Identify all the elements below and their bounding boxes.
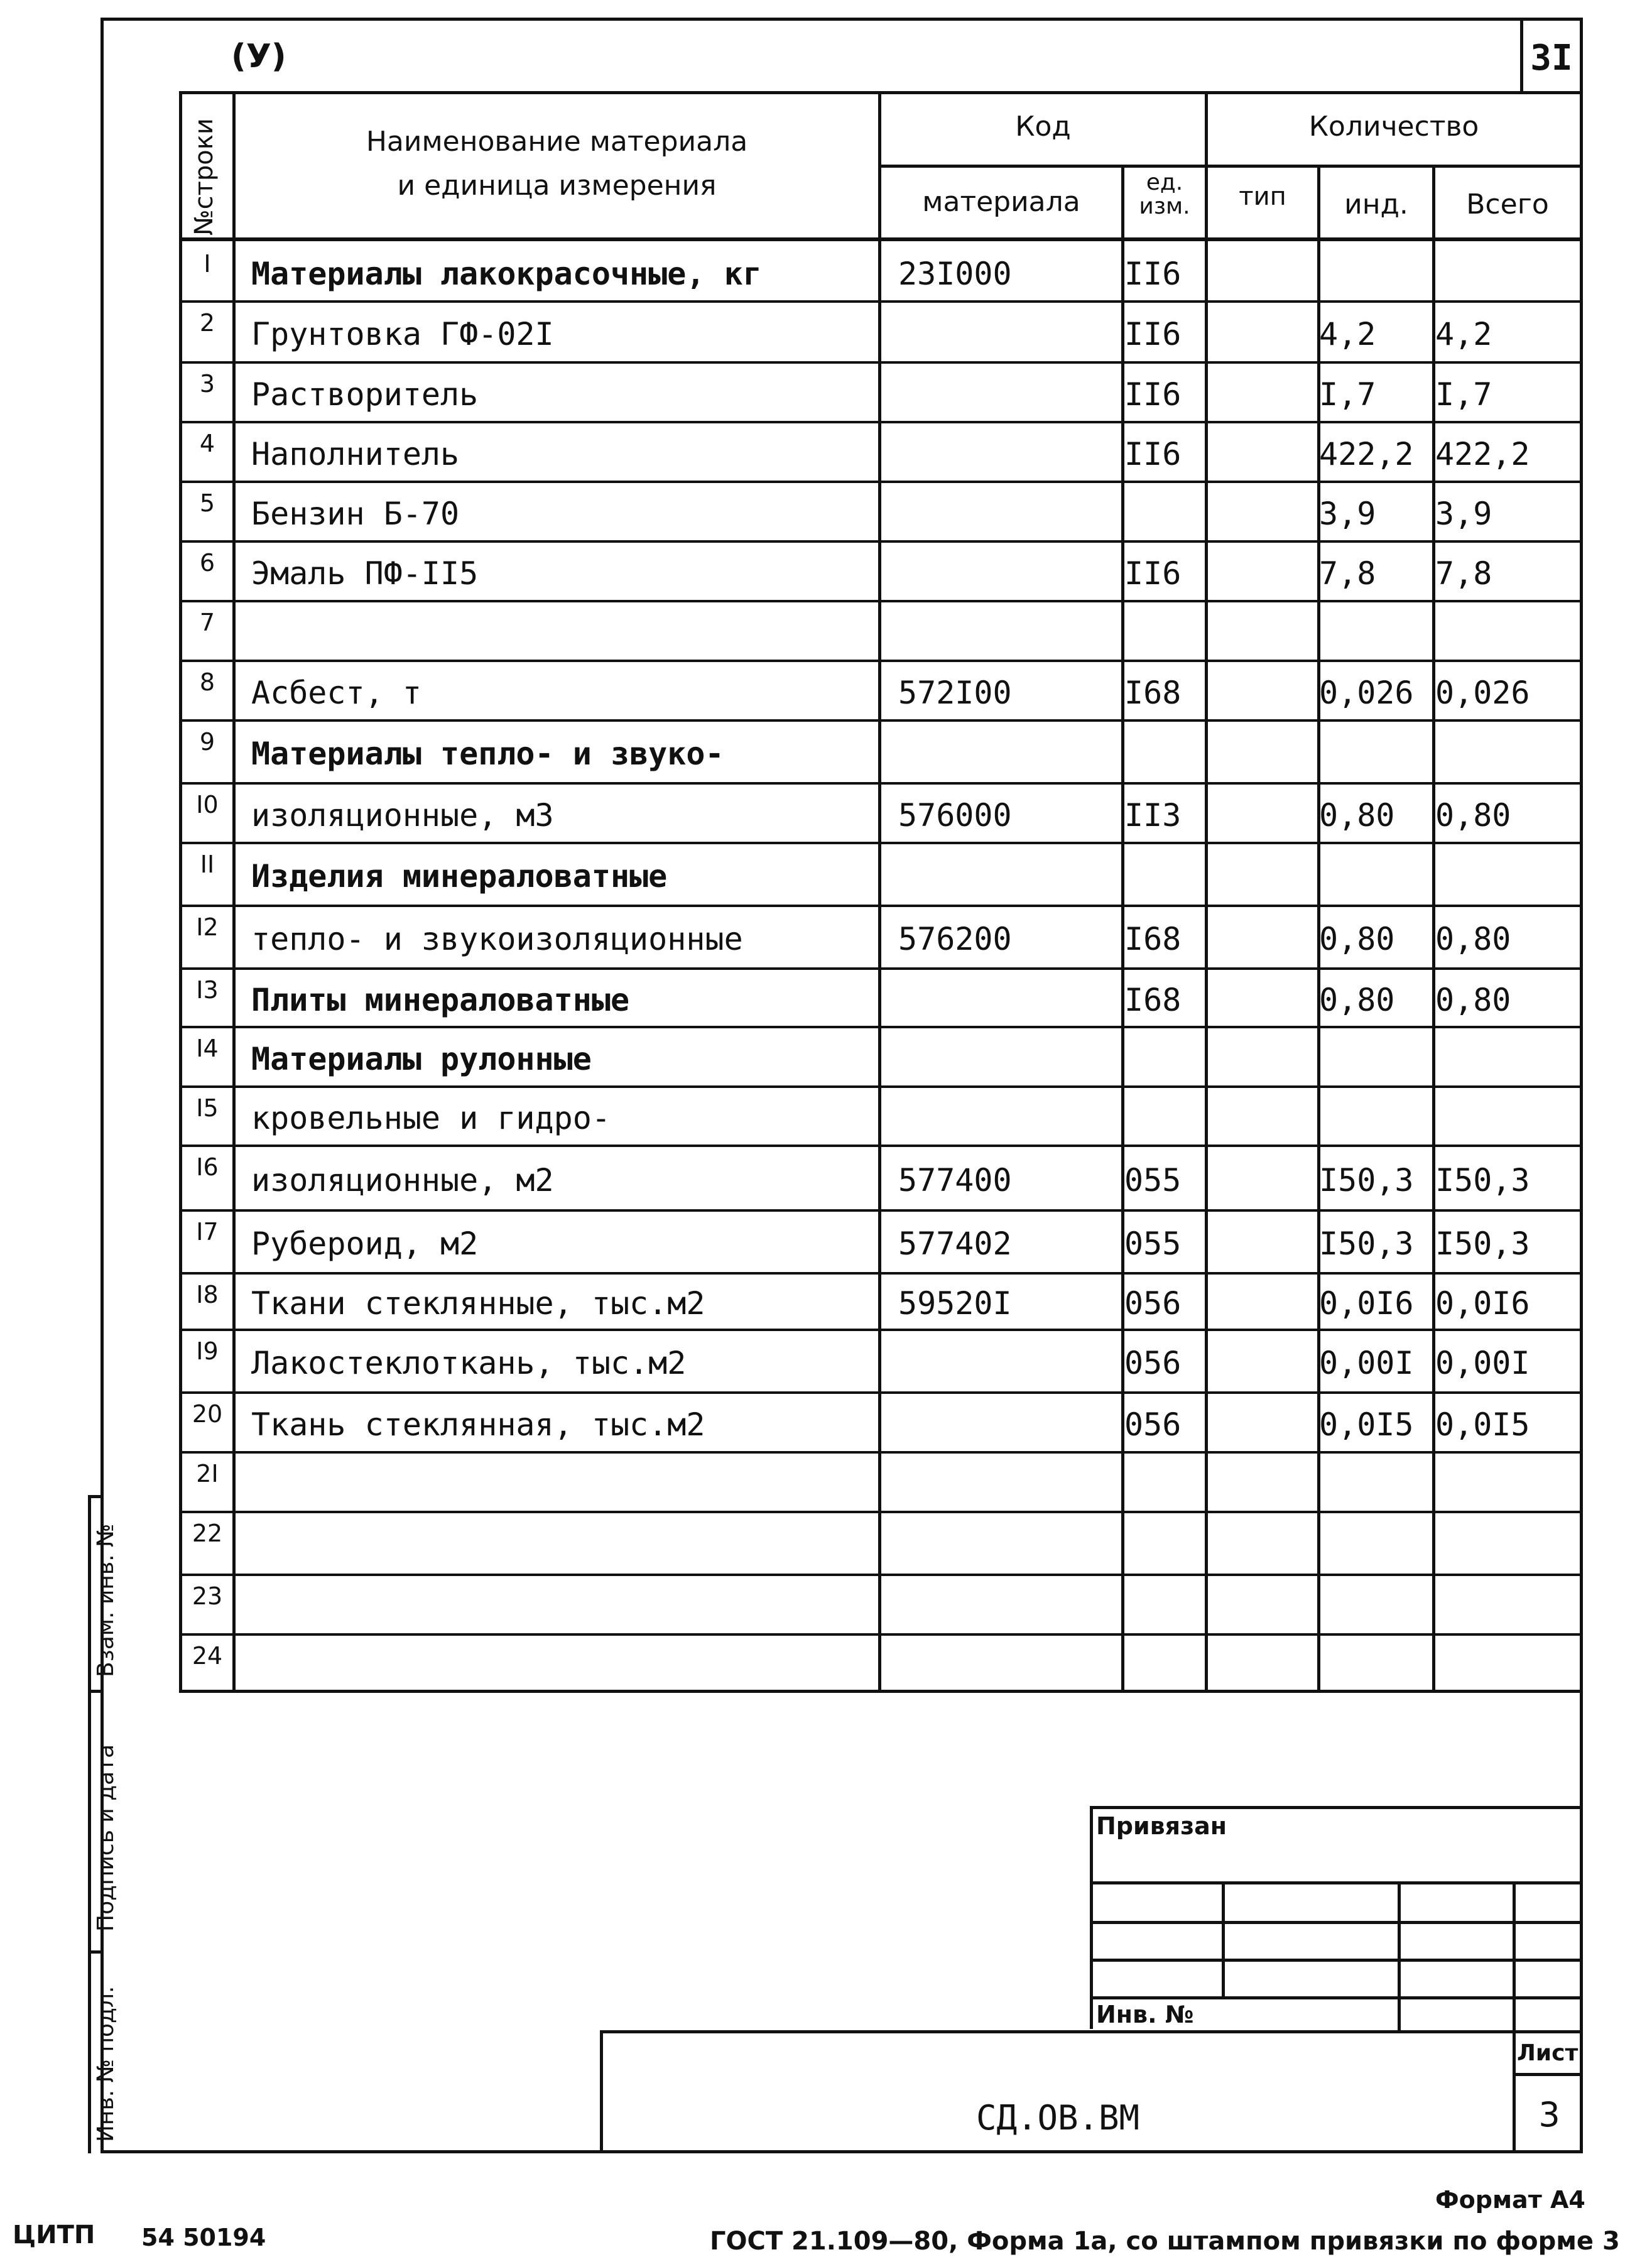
row-divider — [179, 361, 1583, 364]
cell-ind: 4,2 — [1319, 316, 1376, 352]
cell-ind: 422,2 — [1319, 436, 1414, 472]
cell-name: Наполнитель — [251, 436, 460, 472]
cell-name: Изделия минераловатные — [251, 858, 668, 894]
col-code-header: Код — [1015, 111, 1071, 143]
col-row-number-header: №строки — [190, 118, 219, 236]
footer-org: ЦИТП — [13, 2221, 95, 2249]
cell-name: тепло- и звукоизоляционные — [251, 921, 743, 957]
stamp-inv-no: Инв. № — [1096, 2001, 1194, 2028]
cell-code: 59520I — [898, 1285, 1012, 1322]
cell-code: 576200 — [898, 921, 1012, 957]
col-qty-ind-header: инд. — [1344, 188, 1408, 220]
row-divider — [179, 660, 1583, 662]
cell-total: 422,2 — [1435, 436, 1530, 472]
stamp-privyazan: Привязан — [1096, 1812, 1227, 1840]
cell-total: 0,0I5 — [1435, 1406, 1530, 1443]
row-number: I0 — [196, 791, 219, 818]
cell-name: Рубероид, м2 — [251, 1226, 479, 1262]
row-number: 5 — [199, 489, 215, 517]
row-divider — [179, 1451, 1583, 1454]
cell-unit: 056 — [1124, 1406, 1182, 1443]
cell-name: изоляционные, м3 — [251, 797, 554, 834]
cell-total: I50,3 — [1435, 1226, 1530, 1262]
row-divider — [179, 1145, 1583, 1147]
row-divider — [179, 1574, 1583, 1576]
cell-name: Ткани стеклянные, тыс.м2 — [251, 1285, 705, 1322]
cell-ind: I,7 — [1319, 376, 1376, 413]
cell-total: 4,2 — [1435, 316, 1492, 352]
cell-name: изоляционные, м2 — [251, 1162, 554, 1199]
cell-ind: I50,3 — [1319, 1226, 1414, 1262]
cell-code: 576000 — [898, 797, 1012, 834]
cell-name: Растворитель — [251, 376, 479, 413]
row-divider — [179, 300, 1583, 303]
cell-unit: 056 — [1124, 1285, 1182, 1322]
row-divider — [179, 1391, 1583, 1394]
cell-total: 0,00I — [1435, 1345, 1530, 1381]
cell-ind: 0,0I6 — [1319, 1285, 1414, 1322]
row-number: 24 — [192, 1642, 223, 1670]
cell-total: 0,80 — [1435, 982, 1511, 1018]
cell-name: Материалы тепло- и звуко- — [251, 736, 724, 772]
footer-number: 54 50194 — [141, 2224, 266, 2251]
row-number: I — [204, 250, 211, 278]
cell-ind: 7,8 — [1319, 555, 1376, 592]
cell-ind: 0,00I — [1319, 1345, 1414, 1381]
row-number: I4 — [196, 1035, 219, 1062]
row-number: I9 — [196, 1337, 219, 1365]
frame-bottom — [101, 2150, 1583, 2153]
row-divider — [179, 1085, 1583, 1088]
cell-unit: II6 — [1124, 376, 1182, 413]
cell-name: кровельные и гидро- — [251, 1100, 611, 1136]
row-divider — [179, 719, 1583, 722]
cell-ind: I50,3 — [1319, 1162, 1414, 1199]
cell-ind: 0,026 — [1319, 675, 1414, 711]
row-number: 3 — [199, 370, 215, 398]
col-qty-header: Количество — [1308, 111, 1479, 143]
row-number: 7 — [199, 609, 215, 636]
cell-unit: I68 — [1124, 921, 1182, 957]
header-bottom-line — [179, 237, 1583, 241]
row-number: I2 — [196, 913, 219, 941]
cell-ind: 0,80 — [1319, 921, 1395, 957]
row-number: 8 — [199, 668, 215, 696]
row-divider — [179, 600, 1583, 602]
cell-name: Эмаль ПФ-II5 — [251, 555, 479, 592]
row-number: 6 — [199, 549, 215, 577]
cell-ind: 0,80 — [1319, 797, 1395, 834]
cell-total: 0,80 — [1435, 921, 1511, 957]
stamp-list-label: Лист — [1517, 2040, 1579, 2066]
row-number: 2 — [199, 309, 215, 337]
cell-code: 577402 — [898, 1226, 1012, 1262]
cell-name: Асбест, т — [251, 675, 421, 711]
cell-name: Лакостеклоткань, тыс.м2 — [251, 1345, 687, 1381]
row-divider — [179, 481, 1583, 483]
side-inv-podl: Инв. № подл. — [93, 1986, 119, 2142]
row-number: I8 — [196, 1281, 219, 1308]
cell-name: Материалы лакокрасочные, кг — [251, 256, 762, 292]
cell-total: 0,80 — [1435, 797, 1511, 834]
col-name-header-line2: и единица измерения — [397, 170, 717, 202]
cell-ind: 0,80 — [1319, 982, 1395, 1018]
col-code-material-header: материала — [922, 186, 1080, 218]
page-number: 3I — [1530, 38, 1573, 79]
header-mark: (У) — [231, 38, 286, 75]
cell-code: 23I000 — [898, 256, 1012, 292]
cell-name: Бензин Б-70 — [251, 496, 460, 532]
cell-unit: II6 — [1124, 256, 1182, 292]
cell-unit: I68 — [1124, 675, 1182, 711]
cell-total: 3,9 — [1435, 496, 1492, 532]
row-divider — [179, 967, 1583, 970]
row-number: 4 — [199, 430, 215, 457]
cell-code: 572I00 — [898, 675, 1012, 711]
cell-unit: II6 — [1124, 555, 1182, 592]
cell-unit: II3 — [1124, 797, 1182, 834]
row-divider — [179, 1633, 1583, 1636]
row-divider — [179, 905, 1583, 907]
cell-total: 0,0I6 — [1435, 1285, 1530, 1322]
row-divider — [179, 842, 1583, 844]
row-divider — [179, 782, 1583, 785]
cell-total: I50,3 — [1435, 1162, 1530, 1199]
stamp-sheet-number: 3 — [1538, 2095, 1560, 2134]
cell-total: I,7 — [1435, 376, 1492, 413]
cell-name: Плиты минераловатные — [251, 982, 630, 1018]
footer-gost: ГОСТ 21.109—80, Форма 1а, со штампом привязки по форме 3 — [710, 2227, 1620, 2256]
row-number: I7 — [196, 1218, 219, 1246]
row-divider — [179, 421, 1583, 423]
col-qty-total-header: Всего — [1466, 188, 1549, 220]
row-number: 2I — [196, 1460, 219, 1487]
cell-unit: 056 — [1124, 1345, 1182, 1381]
row-number: II — [200, 851, 215, 878]
cell-total: 0,026 — [1435, 675, 1530, 711]
cell-unit: I68 — [1124, 982, 1182, 1018]
cell-unit: 055 — [1124, 1226, 1182, 1262]
row-number: 22 — [192, 1520, 223, 1547]
row-divider — [179, 1272, 1583, 1275]
cell-name: Грунтовка ГФ-02I — [251, 316, 554, 352]
footer-format: Формат А4 — [1435, 2186, 1585, 2214]
side-vzam-inv: Взам. инв. № — [93, 1523, 119, 1677]
row-number: I5 — [196, 1094, 219, 1122]
row-divider — [179, 1511, 1583, 1513]
cell-name: Ткань стеклянная, тыс.м2 — [251, 1406, 705, 1443]
col-name-header-line1: Наименование материала — [366, 126, 748, 158]
row-number: I6 — [196, 1153, 219, 1181]
side-podpis-data: Подпись и дата — [93, 1744, 119, 1932]
cell-total: 7,8 — [1435, 555, 1492, 592]
row-number: 20 — [192, 1400, 223, 1428]
col-qty-type-header: тип — [1239, 182, 1286, 211]
row-number: 23 — [192, 1582, 223, 1610]
cell-ind: 3,9 — [1319, 496, 1376, 532]
row-divider — [179, 1209, 1583, 1212]
frame-top — [101, 18, 1583, 21]
cell-unit: II6 — [1124, 436, 1182, 472]
row-number: I3 — [196, 976, 219, 1004]
stamp-doc-code: СД.ОВ.ВМ — [975, 2098, 1140, 2138]
row-divider — [179, 540, 1583, 543]
cell-unit: 055 — [1124, 1162, 1182, 1199]
cell-ind: 0,0I5 — [1319, 1406, 1414, 1443]
cell-name: Материалы рулонные — [251, 1041, 592, 1077]
row-divider — [179, 1026, 1583, 1028]
row-divider — [179, 1329, 1583, 1331]
cell-code: 577400 — [898, 1162, 1012, 1199]
col-code-unit-header: ед. изм. — [1139, 170, 1190, 219]
cell-unit: II6 — [1124, 316, 1182, 352]
row-number: 9 — [199, 728, 215, 756]
